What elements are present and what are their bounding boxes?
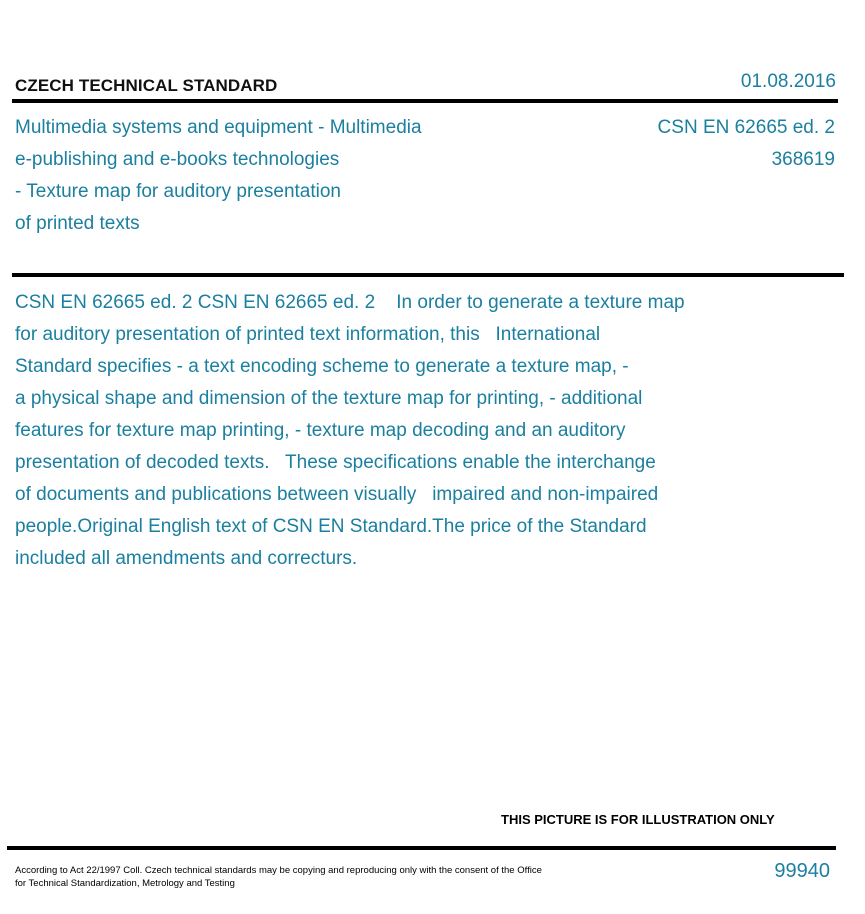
- header-divider: [12, 99, 838, 103]
- footer-divider: [7, 846, 836, 850]
- illustration-disclaimer: THIS PICTURE IS FOR ILLUSTRATION ONLY: [501, 812, 775, 827]
- abstract-line: a physical shape and dimension of the texture map for printing, - additional: [15, 388, 643, 409]
- publication-date: 01.08.2016: [740, 71, 836, 92]
- title-line: Multimedia systems and equipment - Multimedia: [15, 117, 422, 138]
- legal-line: According to Act 22/1997 Coll. Czech technical standards may be copying and reproducing only with the consent of the Office: [15, 865, 542, 876]
- abstract-line: features for texture map printing, - texture map decoding and an auditory: [15, 420, 626, 441]
- abstract-text: [15, 287, 815, 575]
- document-title: [15, 112, 485, 240]
- abstract-line: of documents and publications between visually impaired and non-impaired: [15, 484, 659, 505]
- standard-identifiers: [658, 112, 835, 176]
- document-category-heading: CZECH TECHNICAL STANDARD: [15, 76, 278, 95]
- title-line: - Texture map for auditory presentation: [15, 181, 341, 202]
- title-line: of printed texts: [15, 213, 140, 234]
- catalog-number: 368619: [771, 149, 835, 170]
- legal-notice: [15, 864, 585, 890]
- legal-line: for Technical Standardization, Metrology and Testing: [15, 878, 235, 889]
- abstract-line: Standard specifies - a text encoding scheme to generate a texture map, -: [15, 356, 629, 377]
- footer-reference-number: 99940: [774, 860, 830, 882]
- title-line: e-publishing and e-books technologies: [15, 149, 340, 170]
- abstract-line: CSN EN 62665 ed. 2 CSN EN 62665 ed. 2 In order to generate a texture map: [15, 292, 685, 313]
- abstract-line: people.Original English text of CSN EN Standard.The price of the Standard: [15, 516, 647, 537]
- standard-code: CSN EN 62665 ed. 2: [657, 117, 835, 138]
- abstract-line: for auditory presentation of printed text information, this International: [15, 324, 601, 345]
- abstract-line: presentation of decoded texts. These specifications enable the interchange: [15, 452, 656, 473]
- abstract-line: included all amendments and correcturs.: [15, 548, 358, 569]
- title-divider: [12, 273, 844, 277]
